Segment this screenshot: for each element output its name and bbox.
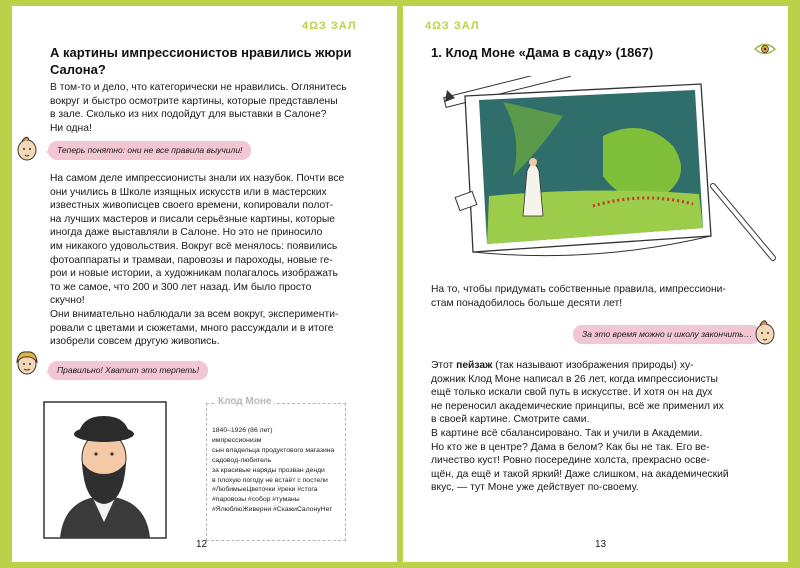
text-line: фотоаппараты и трамваи, паровозы и пароходы, новые ге-: [50, 254, 333, 266]
text-line: на лучших мастеров и писали серьёзные картины, которые: [50, 213, 335, 225]
character-girl-icon: [14, 348, 40, 378]
card-line: сын владельца продуктового магазина: [212, 446, 335, 454]
text-line: В том-то и дело, что категорически не нравились. Оглянитесь: [50, 82, 347, 93]
text-line: На то, чтобы придумать собственные правила, импрессиони-: [431, 284, 726, 295]
card-line: #ЯлюблюЖиверни #СкажиСалонуНет: [212, 506, 333, 514]
main-paragraph: [50, 172, 390, 349]
text-line: На самом деле импрессионисты знали их назубок. Почти все: [50, 173, 345, 184]
portrait-monet-icon: [40, 398, 170, 542]
page-heading: 1. Клод Моне «Дама в саду» (1867): [431, 45, 654, 60]
text-line: стам понадобилось больше десяти лет!: [431, 297, 623, 309]
text-line: личество куст! Ровно посередине холста, прекрасно осве-: [431, 455, 710, 467]
text-line: вкус, — тут Моне уже действует по-своему.: [431, 482, 639, 494]
intro-paragraph: [431, 283, 771, 310]
text-line: иногда даже выставляли в Салоне. Но это не приносило: [50, 227, 323, 239]
text-line: они учились в Школе изящных искусств или в мастерских: [50, 186, 327, 198]
text-line: изобрели совсем другую живопись.: [50, 336, 220, 348]
speech-bubble: Теперь понятно: они не все правила выучили!: [48, 141, 251, 160]
text-line: [431, 359, 776, 373]
text-line: дожник Клод Моне написал в 26 лет, когда импрессионисты: [431, 373, 718, 385]
card-line: #ЛюбимыеЦветочки #реки #стога: [212, 486, 318, 494]
text-segment: Этот: [431, 360, 457, 371]
speech-bubble: Правильно! Хватит это терпеть!: [48, 361, 208, 380]
card-body: [212, 426, 334, 515]
card-line: за красивые наряды прозван денди: [212, 466, 325, 474]
left-page: [12, 6, 397, 562]
character-tintin-icon: [16, 134, 38, 164]
text-line: скучно!: [50, 295, 85, 307]
text-segment: (так называют изображения природы) ху-: [492, 360, 694, 371]
heading-line: Салона?: [50, 62, 106, 77]
text-line: щён, да ещё и такой яркий! Даже слишком, на академический: [431, 468, 729, 480]
text-line: то же самое, что 200 и 300 лет назад. Им было просто: [50, 281, 312, 293]
right-page: [403, 6, 788, 562]
artist-card: [206, 396, 346, 541]
text-line: В картине всё сбалансировано. Так и учили в Академии.: [431, 427, 703, 439]
page-heading: [50, 44, 380, 78]
text-line: не переносил академические принципы, всё же применил их: [431, 400, 724, 412]
text-line: рои и новые истории, а художникам полагалось изображать: [50, 268, 338, 280]
text-line: Но кто же в центре? Дама в белом? Как бы не так. Его ве-: [431, 441, 710, 453]
text-line: Ни одна!: [50, 122, 92, 134]
speech-bubble: За это время можно и школу закончить…: [573, 325, 761, 344]
card-title: Клод Моне: [215, 396, 274, 407]
text-line: ещё только искали свой путь в искусстве. И хотя он на дух: [431, 387, 713, 399]
page-number: 13: [595, 539, 607, 550]
card-line: импрессионизм: [212, 436, 262, 444]
intro-paragraph: [50, 81, 390, 135]
card-line: садовод-любитель: [212, 456, 272, 464]
text-line: им никакого удовольствия. Вокруг всё менялось: появились: [50, 240, 338, 252]
sketchbook-painting-icon: [443, 76, 783, 266]
text-line: вокруг и быстро осмотрите картины, которые представлены: [50, 95, 338, 107]
main-paragraph: [431, 359, 776, 495]
eye-icon: [753, 40, 777, 58]
text-line: в своей картине. Смотрите сами.: [431, 414, 590, 426]
card-line: 1840–1926 (86 лет): [212, 427, 273, 434]
page-number: 12: [196, 539, 208, 550]
heading-line: А картины импрессионистов нравились жюри: [50, 45, 352, 60]
text-line: Они внимательно наблюдали за всем вокруг, эксперименти-: [50, 308, 339, 320]
hall-label: 4ΩЗ ЗАЛ: [425, 20, 480, 32]
hall-label: 4ΩЗ ЗАЛ: [302, 20, 357, 32]
bold-term: пейзаж: [456, 360, 493, 371]
card-line: #паровозы #собор #туманы: [212, 496, 300, 504]
character-tintin-icon: [752, 316, 778, 348]
text-line: известных живописцев своего времени, копировали полот-: [50, 200, 334, 212]
text-line: в зале. Сколько из них подойдут для выставки в Салоне?: [50, 109, 327, 121]
card-line: в плохую погоду не встаёт с постели: [212, 476, 328, 484]
text-line: ровали с цветами и сюжетами, много рассуждали и в итоге: [50, 322, 334, 334]
